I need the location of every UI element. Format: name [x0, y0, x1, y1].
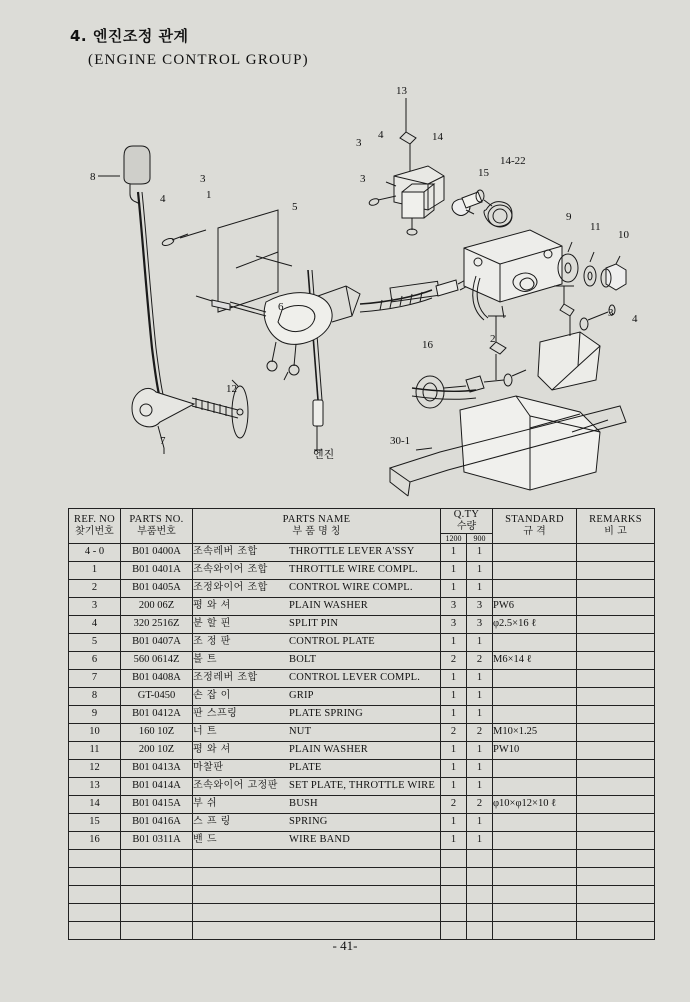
cell-empty	[193, 903, 441, 921]
cell-ref-no: 6	[69, 651, 121, 669]
parts-name-english: NUT	[289, 726, 312, 738]
cell-standard: M10×1.25	[493, 723, 577, 741]
parts-table-container	[68, 508, 642, 940]
cell-empty	[577, 885, 655, 903]
cell-qty-1200: 1	[441, 777, 467, 795]
cell-parts-name	[193, 615, 441, 633]
table-row-empty	[69, 885, 655, 903]
cell-remarks	[577, 813, 655, 831]
cell-ref-no: 13	[69, 777, 121, 795]
parts-name-english: CONTROL WIRE COMPL.	[289, 582, 413, 594]
callout-15: 15	[478, 167, 489, 179]
cell-parts-name	[193, 831, 441, 849]
cell-standard	[493, 579, 577, 597]
cell-qty-1200: 2	[441, 651, 467, 669]
cell-ref-no: 8	[69, 687, 121, 705]
cell-empty	[193, 867, 441, 885]
cell-remarks	[577, 831, 655, 849]
cell-empty	[441, 921, 467, 939]
cell-qty-900: 3	[467, 597, 493, 615]
diagram-label-engine: 엔진	[313, 448, 335, 461]
cell-ref-no: 2	[69, 579, 121, 597]
cell-empty	[577, 867, 655, 885]
callout-30-1: 30-1	[390, 435, 411, 447]
cell-parts-no: 200 06Z	[121, 597, 193, 615]
parts-name-english: CONTROL PLATE	[289, 636, 375, 648]
cell-standard: PW10	[493, 741, 577, 759]
cell-qty-900: 3	[467, 615, 493, 633]
parts-name-english: CONTROL LEVER COMPL.	[289, 672, 421, 684]
cell-empty	[69, 903, 121, 921]
cell-remarks	[577, 615, 655, 633]
callout-12: 12	[226, 383, 237, 395]
cell-standard	[493, 759, 577, 777]
callout-9: 9	[566, 211, 572, 223]
cell-remarks	[577, 741, 655, 759]
cell-standard: φ10×φ12×10 ℓ	[493, 795, 577, 813]
cell-standard: M6×14 ℓ	[493, 651, 577, 669]
cell-ref-no: 5	[69, 633, 121, 651]
table-row	[69, 777, 655, 795]
callout-4-top: 4	[378, 129, 384, 141]
table-row	[69, 831, 655, 849]
cell-empty	[121, 921, 193, 939]
parts-name-korean: 판 스프링	[193, 708, 238, 720]
callout-10: 10	[618, 229, 629, 241]
cell-parts-no: 320 2516Z	[121, 615, 193, 633]
page-number: - 41-	[332, 938, 358, 953]
parts-name-english: BOLT	[289, 654, 317, 666]
callout-5: 5	[292, 201, 298, 213]
cell-empty	[441, 885, 467, 903]
cell-standard	[493, 561, 577, 579]
cell-ref-no: 15	[69, 813, 121, 831]
cell-remarks	[577, 705, 655, 723]
cell-parts-no: B01 0311A	[121, 831, 193, 849]
parts-name-english: SPLIT PIN	[289, 618, 339, 630]
cell-empty	[193, 921, 441, 939]
cell-ref-no: 3	[69, 597, 121, 615]
table-row	[69, 795, 655, 813]
cell-parts-no: B01 0414A	[121, 777, 193, 795]
cell-qty-1200: 1	[441, 705, 467, 723]
table-row	[69, 687, 655, 705]
parts-name-korean: 조속와이어 고정판	[193, 780, 278, 792]
cell-empty	[121, 903, 193, 921]
cell-qty-900: 1	[467, 705, 493, 723]
table-row	[69, 723, 655, 741]
cell-parts-no: B01 0408A	[121, 669, 193, 687]
cell-standard: φ2.5×16 ℓ	[493, 615, 577, 633]
parts-name-korean: 마찰판	[193, 762, 224, 774]
cell-qty-1200: 1	[441, 813, 467, 831]
cell-parts-no: 200 10Z	[121, 741, 193, 759]
cell-qty-900: 1	[467, 633, 493, 651]
table-row	[69, 543, 655, 561]
table-row	[69, 597, 655, 615]
title-korean: 4. 엔진조정 관계	[70, 27, 189, 45]
cell-ref-no: 9	[69, 705, 121, 723]
cell-qty-900: 1	[467, 543, 493, 561]
cell-parts-no: 160 10Z	[121, 723, 193, 741]
cell-qty-900: 1	[467, 831, 493, 849]
cell-parts-name	[193, 579, 441, 597]
parts-name-english: PLAIN WASHER	[289, 600, 368, 612]
table-row	[69, 579, 655, 597]
parts-name-korean: 볼 트	[193, 654, 217, 666]
table-row	[69, 633, 655, 651]
cell-empty	[467, 867, 493, 885]
cell-empty	[467, 849, 493, 867]
parts-name-korean: 평 와 셔	[193, 600, 231, 612]
cell-standard	[493, 777, 577, 795]
cell-qty-1200: 2	[441, 723, 467, 741]
table-header-row	[69, 509, 655, 534]
cell-qty-900: 1	[467, 579, 493, 597]
page-title	[70, 26, 309, 71]
cell-standard	[493, 831, 577, 849]
header-parts-no: PARTS NO. 부품번호	[121, 509, 193, 544]
header-qty-900: 900	[467, 533, 493, 543]
cell-qty-1200: 1	[441, 561, 467, 579]
callout-14-top: 14	[432, 131, 443, 143]
callout-3-top: 3	[356, 137, 362, 149]
cell-empty	[577, 921, 655, 939]
cell-parts-no: B01 0412A	[121, 705, 193, 723]
cell-parts-name	[193, 759, 441, 777]
cell-remarks	[577, 795, 655, 813]
cell-empty	[577, 849, 655, 867]
callout-3-mid: 3	[360, 173, 366, 185]
parts-table	[68, 508, 655, 940]
cell-ref-no: 11	[69, 741, 121, 759]
table-row	[69, 759, 655, 777]
parts-name-korean: 평 와 셔	[193, 744, 231, 756]
parts-name-korean: 분 할 핀	[193, 618, 231, 630]
cell-remarks	[577, 633, 655, 651]
title-english: (ENGINE CONTROL GROUP)	[88, 52, 309, 69]
cell-qty-1200: 1	[441, 669, 467, 687]
cell-ref-no: 10	[69, 723, 121, 741]
parts-name-english: BUSH	[289, 798, 318, 810]
cell-empty	[121, 867, 193, 885]
cell-parts-no: B01 0401A	[121, 561, 193, 579]
cell-empty	[69, 849, 121, 867]
cell-empty	[493, 921, 577, 939]
cell-remarks	[577, 597, 655, 615]
cell-parts-name	[193, 813, 441, 831]
cell-qty-1200: 1	[441, 741, 467, 759]
cell-parts-no: B01 0416A	[121, 813, 193, 831]
parts-name-english: PLATE	[289, 762, 322, 774]
cell-empty	[69, 921, 121, 939]
header-remarks: REMARKS 비 고	[577, 509, 655, 544]
parts-name-korean: 조속레버 조합	[193, 546, 258, 558]
callout-14-22: 14-22	[500, 155, 526, 167]
parts-name-english: PLAIN WASHER	[289, 744, 368, 756]
cell-remarks	[577, 723, 655, 741]
cell-qty-900: 1	[467, 669, 493, 687]
cell-empty	[193, 849, 441, 867]
cell-remarks	[577, 759, 655, 777]
cell-qty-900: 1	[467, 561, 493, 579]
cell-ref-no: 4 - 0	[69, 543, 121, 561]
table-row	[69, 615, 655, 633]
header-standard: STANDARD 규 격	[493, 509, 577, 544]
cell-qty-1200: 3	[441, 597, 467, 615]
callout-3-right: 3	[608, 307, 614, 319]
cell-empty	[121, 849, 193, 867]
header-qty-1200: 1200	[441, 533, 467, 543]
table-row	[69, 705, 655, 723]
cell-parts-name	[193, 705, 441, 723]
cell-parts-no: B01 0407A	[121, 633, 193, 651]
table-row	[69, 669, 655, 687]
cell-empty	[441, 849, 467, 867]
parts-name-korean: 부 쉬	[193, 798, 217, 810]
table-row	[69, 651, 655, 669]
cell-empty	[493, 849, 577, 867]
cell-standard	[493, 669, 577, 687]
cell-qty-1200: 1	[441, 579, 467, 597]
cell-empty	[493, 867, 577, 885]
cell-parts-name	[193, 543, 441, 561]
header-qty: Q.TY 수량	[441, 509, 493, 534]
parts-name-english: SET PLATE, THROTTLE WIRE	[289, 780, 435, 792]
callout-6: 6	[278, 301, 284, 313]
cell-standard	[493, 813, 577, 831]
cell-empty	[69, 867, 121, 885]
cell-empty	[69, 885, 121, 903]
cell-qty-1200: 1	[441, 633, 467, 651]
callout-4-left: 4	[160, 193, 166, 205]
cell-qty-900: 1	[467, 741, 493, 759]
parts-name-english: THROTTLE WIRE COMPL.	[289, 564, 418, 576]
parts-name-korean: 조정와이어 조합	[193, 582, 268, 594]
cell-qty-1200: 1	[441, 759, 467, 777]
cell-remarks	[577, 687, 655, 705]
cell-qty-900: 2	[467, 651, 493, 669]
cell-qty-1200: 1	[441, 543, 467, 561]
parts-name-english: PLATE SPRING	[289, 708, 363, 720]
cell-empty	[441, 867, 467, 885]
cell-qty-1200: 1	[441, 831, 467, 849]
cell-qty-900: 1	[467, 777, 493, 795]
cell-empty	[467, 921, 493, 939]
cell-ref-no: 7	[69, 669, 121, 687]
cell-remarks	[577, 669, 655, 687]
cell-empty	[467, 885, 493, 903]
parts-name-korean: 너 트	[193, 726, 217, 738]
cell-qty-900: 1	[467, 759, 493, 777]
cell-empty	[441, 903, 467, 921]
table-row-empty	[69, 903, 655, 921]
cell-empty	[493, 903, 577, 921]
cell-qty-900: 2	[467, 723, 493, 741]
cell-standard	[493, 687, 577, 705]
callout-8: 8	[90, 171, 96, 183]
table-row	[69, 561, 655, 579]
cell-ref-no: 4	[69, 615, 121, 633]
cell-empty	[121, 885, 193, 903]
cell-parts-no: GT-0450	[121, 687, 193, 705]
cell-parts-name	[193, 597, 441, 615]
cell-parts-name	[193, 669, 441, 687]
parts-name-korean: 손 잡 이	[193, 690, 231, 702]
callout-2: 2	[490, 333, 496, 345]
cell-standard	[493, 705, 577, 723]
table-row	[69, 813, 655, 831]
header-parts-name: PARTS NAME 부 품 명 칭	[193, 509, 441, 544]
parts-name-korean: 스 프 링	[193, 816, 231, 828]
parts-name-english: SPRING	[289, 816, 328, 828]
cell-remarks	[577, 651, 655, 669]
cell-standard	[493, 633, 577, 651]
cell-qty-900: 2	[467, 795, 493, 813]
cell-qty-1200: 3	[441, 615, 467, 633]
callout-13: 13	[396, 85, 407, 97]
table-row	[69, 741, 655, 759]
cell-ref-no: 1	[69, 561, 121, 579]
cell-empty	[577, 903, 655, 921]
cell-ref-no: 14	[69, 795, 121, 813]
cell-qty-900: 1	[467, 687, 493, 705]
cell-ref-no: 12	[69, 759, 121, 777]
parts-name-korean: 조속와이어 조합	[193, 564, 268, 576]
cell-parts-name	[193, 687, 441, 705]
cell-parts-no: 560 0614Z	[121, 651, 193, 669]
table-row-empty	[69, 849, 655, 867]
cell-qty-900: 1	[467, 813, 493, 831]
cell-standard: PW6	[493, 597, 577, 615]
parts-name-korean: 밴 드	[193, 834, 217, 846]
parts-name-english: THROTTLE LEVER A'SSY	[289, 546, 415, 558]
cell-parts-name	[193, 723, 441, 741]
cell-empty	[467, 903, 493, 921]
callout-1: 1	[206, 189, 212, 201]
cell-parts-name	[193, 795, 441, 813]
callout-4-right: 4	[632, 313, 638, 325]
parts-name-english: GRIP	[289, 690, 314, 702]
callout-11: 11	[590, 221, 601, 233]
cell-remarks	[577, 777, 655, 795]
table-row-empty	[69, 867, 655, 885]
cell-ref-no: 16	[69, 831, 121, 849]
parts-name-korean: 조 정 판	[193, 636, 231, 648]
header-ref-no: REF. NO 찾기번호	[69, 509, 121, 544]
cell-remarks	[577, 561, 655, 579]
callout-3-left: 3	[200, 173, 206, 185]
cell-qty-1200: 2	[441, 795, 467, 813]
cell-remarks	[577, 579, 655, 597]
cell-parts-no: B01 0405A	[121, 579, 193, 597]
cell-parts-name	[193, 741, 441, 759]
parts-name-korean: 조정레버 조합	[193, 672, 258, 684]
parts-table-body	[69, 543, 655, 939]
callout-7: 7	[160, 435, 166, 447]
callout-16: 16	[422, 339, 433, 351]
cell-parts-no: B01 0415A	[121, 795, 193, 813]
cell-parts-no: B01 0413A	[121, 759, 193, 777]
table-row-empty	[69, 921, 655, 939]
cell-qty-1200: 1	[441, 687, 467, 705]
parts-name-english: WIRE BAND	[289, 834, 351, 846]
cell-parts-name	[193, 561, 441, 579]
cell-standard	[493, 543, 577, 561]
cell-parts-name	[193, 651, 441, 669]
cell-remarks	[577, 543, 655, 561]
cell-parts-name	[193, 633, 441, 651]
cell-empty	[493, 885, 577, 903]
cell-parts-no: B01 0400A	[121, 543, 193, 561]
cell-empty	[193, 885, 441, 903]
diagram-drawing	[60, 80, 640, 500]
exploded-parts-diagram	[60, 80, 640, 500]
cell-parts-name	[193, 777, 441, 795]
